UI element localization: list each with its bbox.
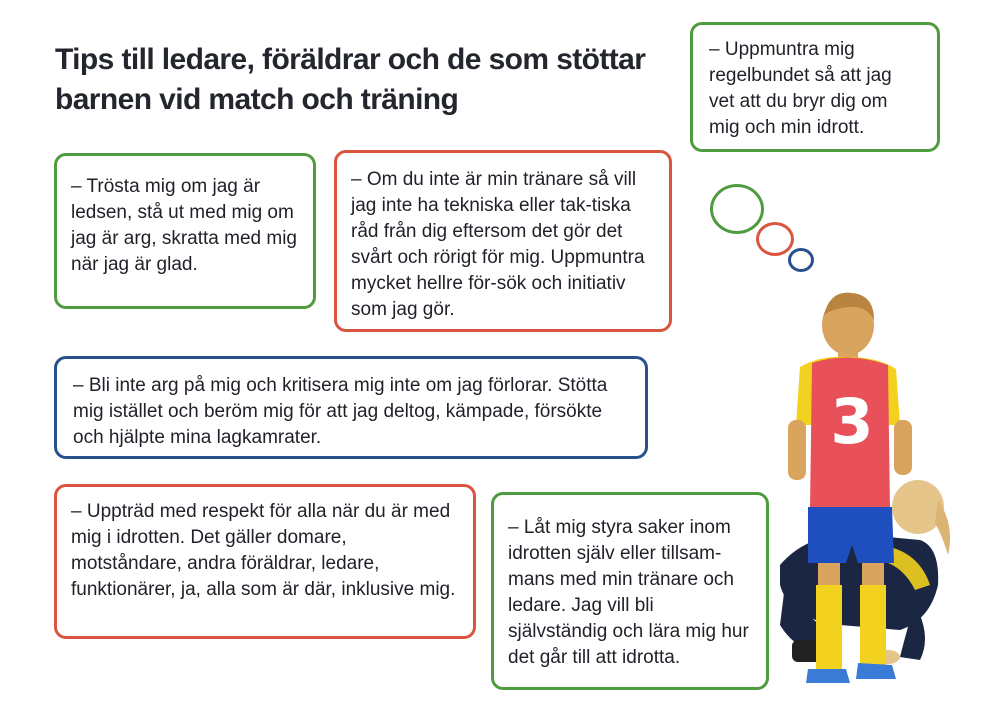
page-title: Tips till ledare, föräldrar och de som stöttar barnen vid match och träning [55, 43, 646, 116]
thought-circle-small [788, 248, 814, 272]
kids-football-photo [770, 285, 970, 695]
thought-circle-large [710, 184, 764, 234]
tip-bubble-respect: – Uppträd med respekt för alla när du är med mig i idrotten. Det gäller domare, motståndare, andra föräldrar, ledare, funktionärer, ja, alla som är där, inklusive mig. [54, 484, 476, 639]
thought-circle-medium [756, 222, 794, 256]
tip-bubble-comfort: – Trösta mig om jag är ledsen, stå ut med mig om jag är arg, skratta med mig när jag är glad. [54, 153, 316, 309]
tip-bubble-encourage-regularly: – Uppmuntra mig regelbundet så att jag vet att du bryr dig om mig och min idrott. [690, 22, 940, 152]
tip-bubble-let-me-decide: – Låt mig styra saker inom idrotten själv eller tillsam-mans med min tränare och ledare. Jag vill bli självständig och lära mig hur det går till att idrotta. [491, 492, 769, 690]
tip-bubble-no-coaching-advice: – Om du inte är min tränare så vill jag inte ha tekniska eller tak-tiska råd från dig eftersom det gör det svårt och rörigt för mig. Uppmuntra mycket hellre för-sök och initiativ som jag gör. [334, 150, 672, 332]
tip-bubble-dont-get-angry: – Bli inte arg på mig och kritisera mig inte om jag förlorar. Stötta mig istället och beröm mig för att jag deltog, kämpade, försökte och hjälpte mina lagkamrater. [54, 356, 648, 459]
jersey-number: 3 [830, 385, 874, 458]
